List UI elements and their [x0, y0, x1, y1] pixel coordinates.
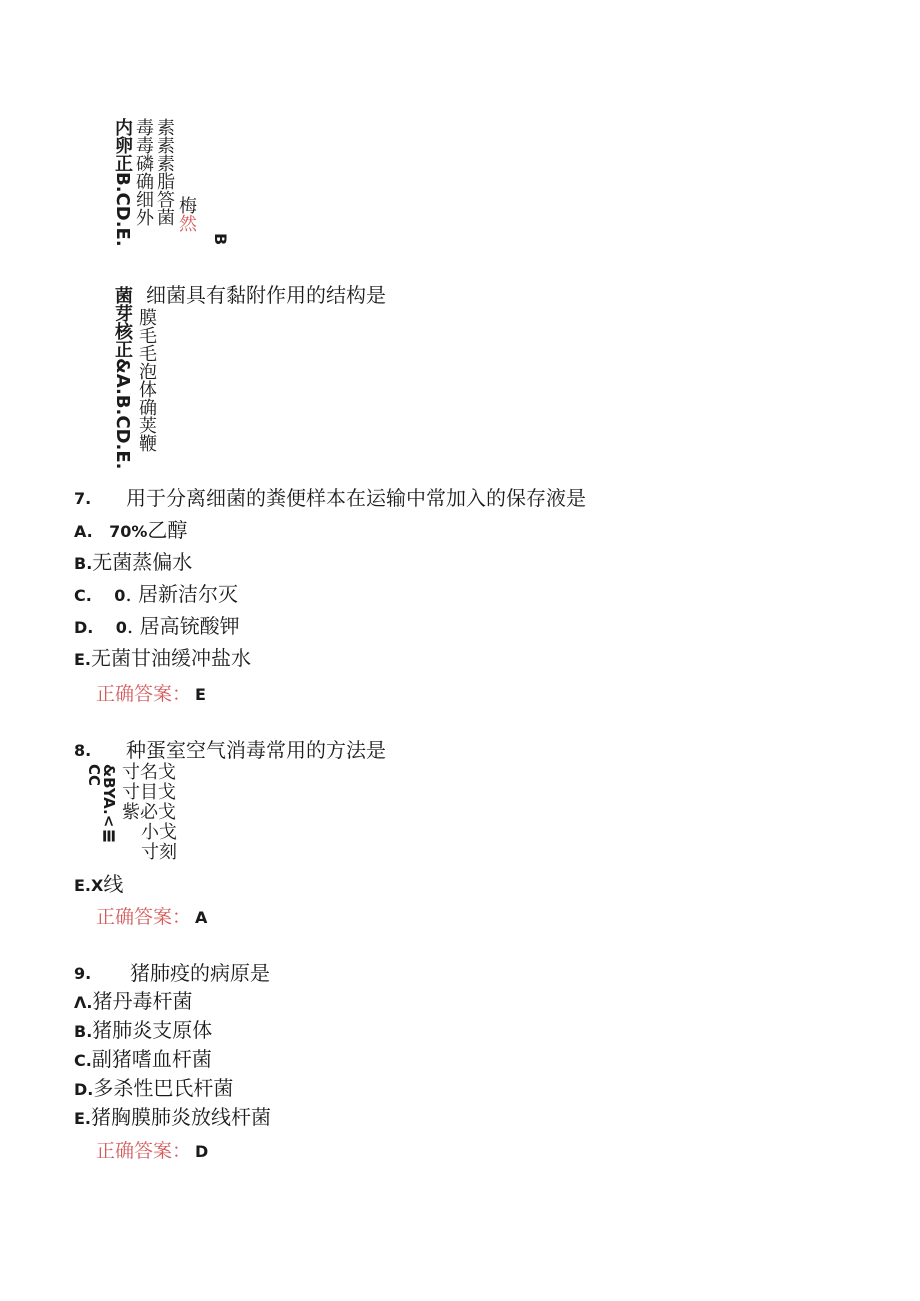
q8-row-4: 小戈	[141, 822, 177, 843]
q7-option-a-label: A.	[74, 522, 93, 541]
q9-option-a-label: Λ.	[74, 993, 93, 1012]
q9-option-e-label: E.	[74, 1109, 92, 1128]
q5-column-2: 毒毒磷确细外	[133, 118, 154, 226]
q8-option-e-label: E.X	[74, 876, 104, 895]
q8-number: 8.	[74, 741, 92, 760]
q5-column-1: 内卵正B.CD.E.	[112, 118, 133, 247]
q7-option-e-label: E.	[74, 650, 92, 669]
q9-option-d[interactable]	[74, 1076, 233, 1102]
q8-option-e[interactable]	[74, 872, 123, 898]
q7-number: 7.	[74, 489, 92, 508]
q5-column-4	[176, 196, 197, 232]
q5-column-4-text: 梅	[176, 196, 197, 214]
q9-option-e[interactable]	[74, 1105, 271, 1131]
q9-option-b-text: 猪肺炎支原体	[92, 1018, 213, 1042]
q9-answer-label: 正确答案：	[96, 1140, 192, 1162]
q7-option-e[interactable]	[74, 646, 251, 672]
q9-number: 9.	[74, 964, 92, 983]
q9-question: 猪肺疫的病原是	[130, 961, 270, 985]
q5-answer: B	[211, 233, 230, 246]
q9-option-b[interactable]	[74, 1018, 212, 1044]
q9-option-c[interactable]	[74, 1047, 212, 1073]
q9-option-e-text: 猪胸膜肺炎放线杆菌	[91, 1105, 272, 1129]
q9-answer-value: D	[195, 1142, 209, 1161]
q7-option-c-prefix: 0	[114, 586, 126, 605]
q6-column-2: 膜毛毛泡体确荚鞭	[136, 308, 157, 452]
q5-column-4-red: 然	[176, 214, 197, 232]
q7-option-c[interactable]	[74, 582, 238, 608]
q8-row-2: 寸目戈	[122, 782, 176, 803]
q8-answer	[96, 902, 207, 929]
q7-option-a-prefix: 70%	[109, 522, 148, 541]
q9-option-c-label: C.	[74, 1051, 92, 1070]
q9-option-d-text: 多杀性巴氏杆菌	[93, 1076, 234, 1100]
q7-option-c-text: . 居新洁尔灭	[125, 582, 239, 606]
q8-row-1: 寸名戈	[122, 762, 176, 783]
q8-option-e-text: 线	[103, 872, 124, 896]
q7-option-d-label: D.	[74, 618, 94, 637]
q8-rotated-labels: &BYA.<Ⅲ	[100, 764, 118, 846]
q7-option-a-text: 乙醇	[147, 518, 188, 542]
q9-option-d-label: D.	[74, 1080, 94, 1099]
q9-option-a-text: 猪丹毒杆菌	[92, 989, 193, 1013]
q7-option-c-label: C.	[74, 586, 92, 605]
q7-option-b-text: 无菌蒸偏水	[92, 550, 193, 574]
q9-option-a[interactable]	[74, 989, 192, 1015]
q7-option-d[interactable]	[74, 614, 240, 640]
q5-column-3: 素素素脂答菌	[154, 118, 175, 226]
q7-answer-label: 正确答案：	[96, 683, 192, 705]
q6-question: 细菌具有黏附作用的结构是	[146, 283, 386, 307]
q9-option-b-label: B.	[74, 1022, 93, 1041]
q8-row-5: 寸刻	[141, 842, 177, 863]
q7-answer-value: E	[195, 685, 206, 704]
q9-answer	[96, 1136, 208, 1163]
q8-question: 种蛋室空气消毒常用的方法是	[126, 738, 386, 762]
q7-option-a[interactable]	[74, 518, 187, 544]
q6-column-1: 菌芽核正&A.B.CD.E.	[112, 286, 133, 470]
q8-answer-label: 正确答案：	[96, 906, 192, 928]
q8-rotated-labels-2: CC	[85, 764, 103, 787]
q7-option-e-text: 无菌甘油缓冲盐水	[91, 646, 252, 670]
q7-question: 用于分离细菌的粪便样本在运输中常加入的保存液是	[126, 486, 586, 510]
q7-answer	[96, 679, 206, 706]
q9-option-c-text: 副猪嗜血杆菌	[91, 1047, 212, 1071]
q7-option-b[interactable]	[74, 550, 192, 576]
q8-row-3: 紫必戈	[122, 802, 176, 823]
q8-answer-value: A	[195, 908, 208, 927]
q7-option-d-text: . 居高铳酸钾	[126, 614, 240, 638]
q7-option-d-prefix: 0	[115, 618, 127, 637]
q7-option-b-label: B.	[74, 554, 93, 573]
